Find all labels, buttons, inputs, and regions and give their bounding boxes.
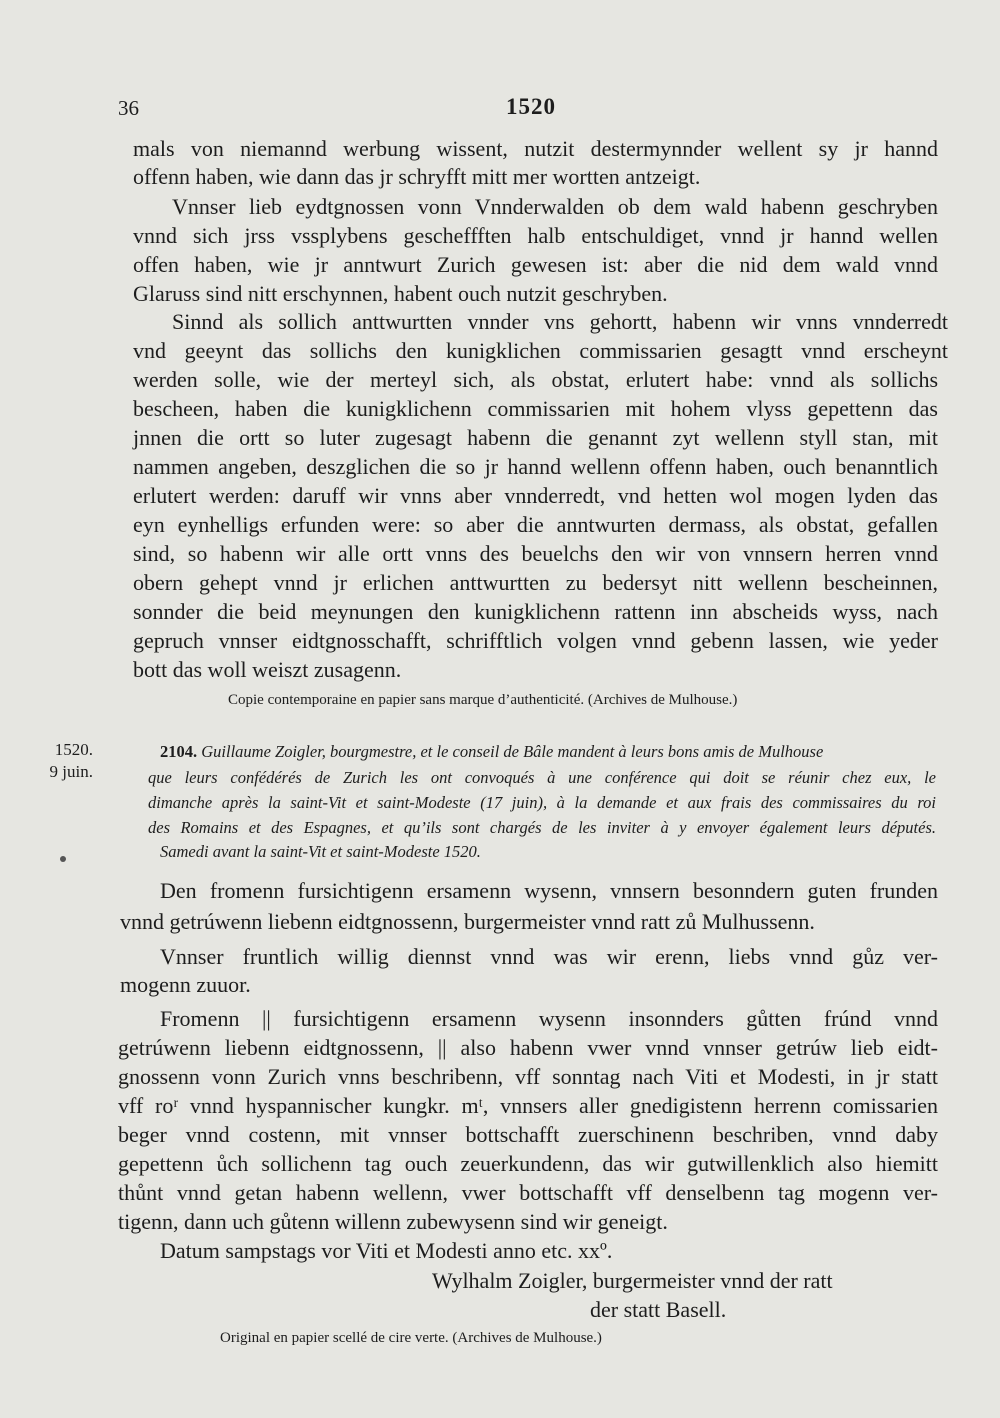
text-line: sonnder die beid meynungen den kunigklichenn rattenn inn abscheids wyss, nach: [133, 599, 938, 624]
running-head-year: 1520: [506, 94, 556, 119]
entry-summary-line: [160, 740, 823, 764]
letter-line: getrúwenn liebenn eidtgnossenn, || also habenn vwer vnnd vnnser getrúw lieb eidt-: [118, 1035, 938, 1060]
letter-line: thůnt vnnd getan habenn wellenn, vwer bottschafft vff denselbenn tag mogenn ver-: [118, 1180, 938, 1205]
text-line: offenn haben, wie dann das jr schryfft mitt mer wortten antzeigt.: [133, 164, 701, 189]
margin-year: 1520.: [54, 740, 93, 759]
entry-summary-line: dimanche après la saint-Vit et saint-Modeste (17 juin), à la demande et aux frais des commissaires du roi: [148, 793, 936, 812]
text-line: obern gehept vnnd jr erlichen anttwurtten zu bedersyt nitt wellenn bescheinnen,: [133, 570, 938, 595]
text-line: nammen angeben, deszglichen die so jr hannd wellenn offenn haben, ouch benanntlich: [133, 454, 938, 479]
letter-line: beger vnnd costenn, mit vnnser bottschafft zuerschinenn beschriben, vnnd daby: [118, 1122, 938, 1147]
text-line: Vnnser lieb eydtgnossen vonn Vnnderwalden ob dem wald habenn geschryben: [172, 194, 938, 219]
letter-address-line: vnnd getrúwenn liebenn eidtgnossenn, burgermeister vnnd ratt zů Mulhussenn.: [120, 909, 815, 934]
source-note: Copie contemporaine en papier sans marque d’authenticité. (Archives de Mulhouse.): [228, 692, 738, 708]
letter-line: tigenn, dann uch gůtenn willenn zubewysenn sind wir geneigt.: [118, 1209, 668, 1234]
text-line: bott das woll weiszt zusagenn.: [133, 657, 402, 682]
source-note: Original en papier scellé de cire verte. (Archives de Mulhouse.): [220, 1330, 602, 1346]
letter-line: gnossenn vonn Zurich vnns beschribenn, vff sonntag nach Viti et Modesti, in jr statt: [118, 1064, 938, 1089]
text-line: Glaruss sind nitt erschynnen, habent ouch nutzit geschryben.: [133, 281, 668, 306]
letter-line: mogenn zuuor.: [120, 972, 251, 997]
text-line: werden solle, wie der merteyl sich, als obstat, erlutert habe: vnnd als sollichs: [133, 367, 938, 392]
text-line: vnnd sich jrss vssplybens gescheffften halb entschuldiget, vnnd jr hannd wellen: [133, 223, 938, 248]
bullet-mark: [60, 856, 66, 862]
letter-line: vff roʳ vnnd hyspannischer kungkr. mᵗ, vnnsers aller gnedigistenn herrenn comissarien: [118, 1093, 938, 1118]
letter-line: Fromenn || fursichtigenn ersamenn wysenn insonnders gůtten frúnd vnnd: [160, 1006, 938, 1031]
signature-line: Wylhalm Zoigler, burgermeister vnnd der ratt: [432, 1268, 833, 1293]
text-line: bescheen, haben die kunigklichenn commissarien mit hohem vlyss gepettenn das: [133, 396, 938, 421]
margin-date: 9 juin.: [49, 762, 93, 781]
entry-summary-line: que leurs confédérés de Zurich les ont convoqués à une conférence qui doit se réunir chez eux, le: [148, 768, 936, 787]
text-line: vnd geeynt das sollichs den kunigklichen commissarien gesagtt vnnd erscheynt: [133, 338, 948, 363]
text-line: erlutert werden: daruff wir vnns aber vnnderredt, vnd hetten wol mogen lyden das: [133, 483, 938, 508]
text-line: sind, so habenn wir alle ortt vnns des beuelchs den wir von vnnsern herren vnnd: [133, 541, 938, 566]
entry-summary-text: Guillaume Zoigler, bourgmestre, et le conseil de Bâle mandent à leurs bons amis de Mulhouse: [201, 742, 824, 761]
letter-line: gepettenn ůch sollichenn tag ouch zeuerkundenn, das wir gutwillenklich also hiemitt: [118, 1151, 938, 1176]
text-line: jnnen die ortt so luter zugesagt habenn die genannt zyt wellenn styll stan, mit: [133, 425, 938, 450]
page-number: 36: [118, 96, 139, 120]
text-line: eyn eynhelligs erfunden were: so aber die anntwurten dermass, als obstat, gefallen: [133, 512, 938, 537]
entry-number: 2104.: [160, 742, 198, 761]
letter-date-line: Datum sampstags vor Viti et Modesti anno etc. xxº.: [160, 1238, 613, 1263]
signature-line: der statt Basell.: [590, 1297, 727, 1322]
entry-summary-line: des Romains et des Espagnes, et qu’ils sont chargés de les inviter à y envoyer également leurs députés.: [148, 818, 936, 837]
text-line: Sinnd als sollich anttwurtten vnnder vns gehortt, habenn wir vnns vnnderredt: [172, 309, 948, 334]
text-line: gepruch vnnser eidtgnosschafft, schrifftlich volgen vnnd gebenn lassen, wie yeder: [133, 628, 938, 653]
entry-summary-date: Samedi avant la saint-Vit et saint-Modeste 1520.: [160, 842, 481, 861]
letter-line: Vnnser fruntlich willig diennst vnnd was wir erenn, liebs vnnd gůz ver-: [160, 944, 938, 969]
text-line: mals von niemannd werbung wissent, nutzit destermynnder wellent sy jr hannd: [133, 136, 938, 161]
text-line: offen haben, wie jr anntwurt Zurich gewesen ist: aber die nid dem wald vnnd: [133, 252, 938, 277]
letter-address-line: Den fromenn fursichtigenn ersamenn wysenn, vnnsern besonndern guten frunden: [160, 878, 938, 903]
